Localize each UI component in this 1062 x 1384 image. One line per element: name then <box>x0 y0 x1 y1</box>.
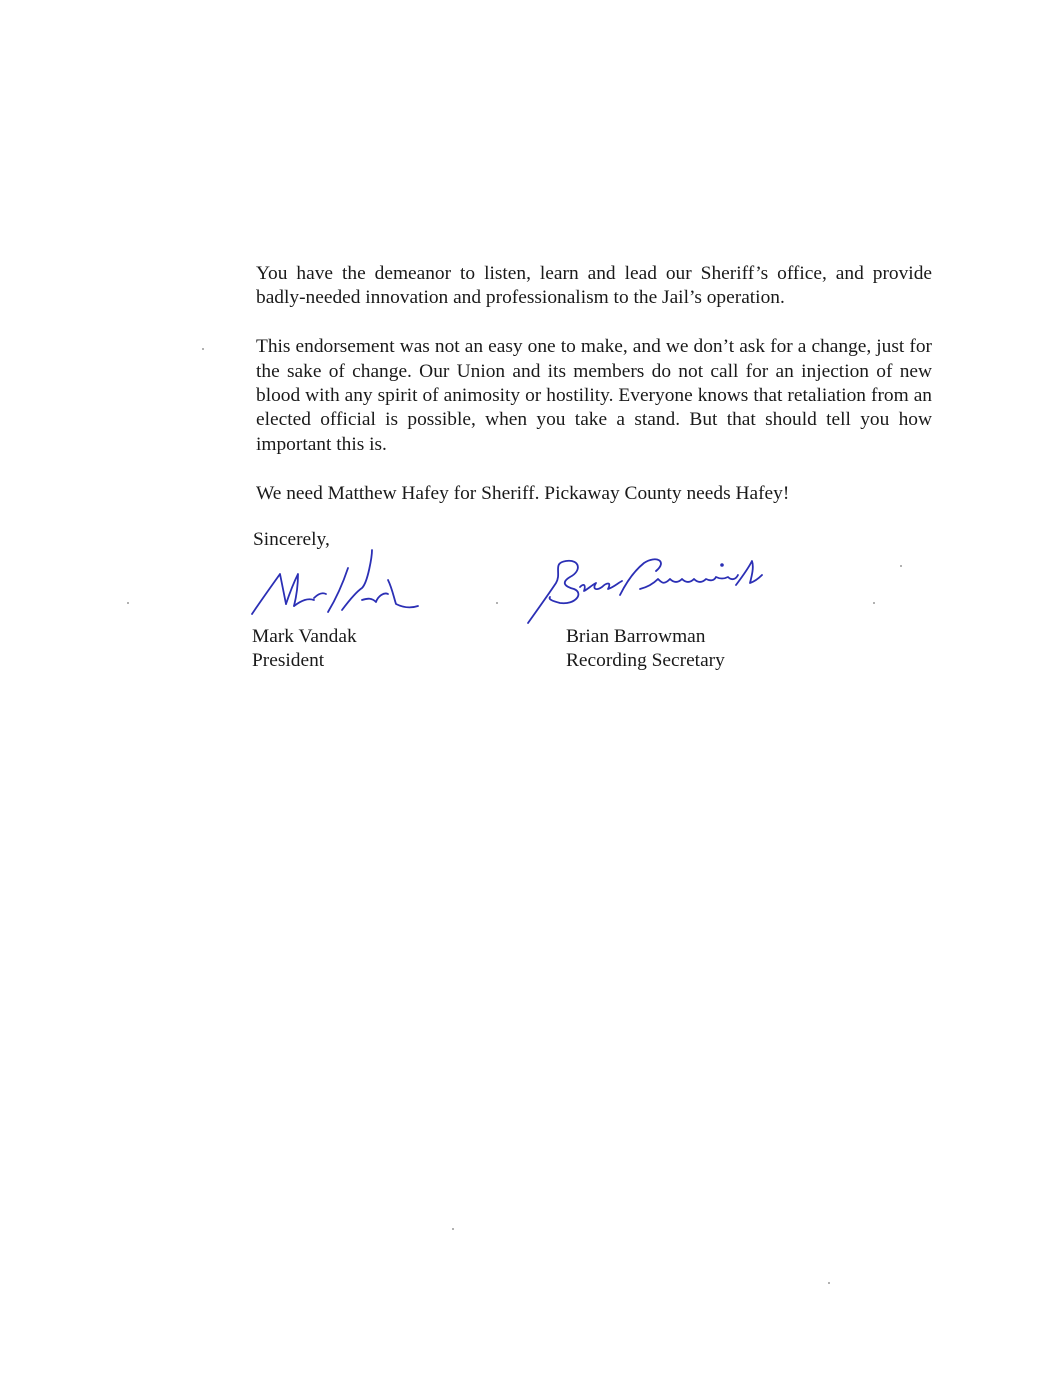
letter-body <box>256 262 932 530</box>
signer-name: Brian Barrowman <box>566 626 706 647</box>
scan-speck <box>202 348 204 350</box>
signer-block-recording-secretary <box>566 625 725 674</box>
signature-mark-vandak <box>244 548 422 622</box>
scan-speck <box>828 1282 830 1284</box>
scan-speck <box>496 602 498 604</box>
paragraph-endorsement: This endorsement was not an easy one to make, and we don’t ask for a change, just for the sake of change. Our Union and its members do not call for an injection of new blood with any spirit of animosity or hostility. Everyone knows that retaliation from an elected official is possible, when you take a stand. But that should tell you how important this is. <box>256 336 932 455</box>
paragraph-call-to-action: We need Matthew Hafey for Sheriff. Pickaway County needs Hafey! <box>256 482 790 504</box>
scan-speck <box>127 602 129 604</box>
scan-speck <box>873 602 875 604</box>
signature-brian-barrowman <box>522 553 772 627</box>
scan-speck <box>900 565 902 567</box>
signer-title: Recording Secretary <box>566 650 725 672</box>
signer-name: Mark Vandak <box>252 626 357 647</box>
paragraph-leadership: You have the demeanor to listen, learn and lead our Sheriff’s office, and provide badly-needed innovation and professionalism to the Jail’s operation. <box>256 263 932 309</box>
closing-salutation: Sincerely, <box>253 529 330 550</box>
scan-speck <box>452 1228 454 1230</box>
signer-title: President <box>252 650 325 672</box>
signer-block-president <box>252 625 357 674</box>
